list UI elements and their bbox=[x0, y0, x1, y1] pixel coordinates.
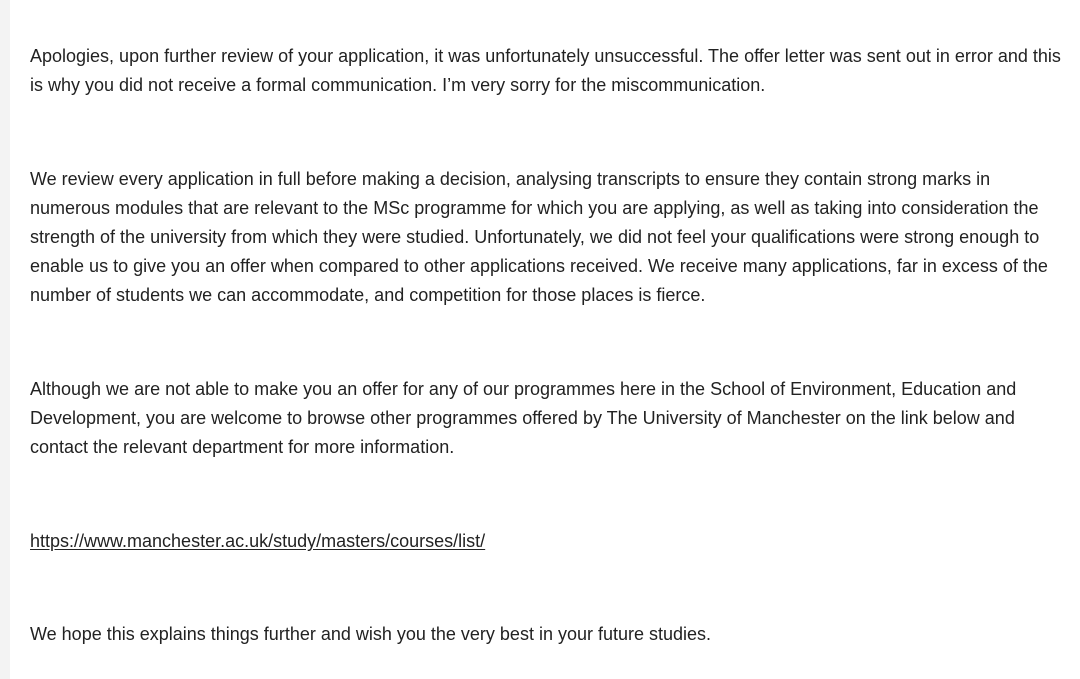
paragraph-line: Apologies, upon further review of your application, it was unfortunately unsuccessful. The offer letter was sent out in error and this bbox=[30, 46, 1061, 66]
email-message-page bbox=[10, 0, 1080, 679]
paragraph-line: enable us to give you an offer when compared to other applications received. We receive many applications, far in excess of the bbox=[30, 256, 1048, 276]
paragraph-line: is why you did not receive a formal communication. I’m very sorry for the miscommunication. bbox=[30, 75, 766, 95]
paragraph-line: numerous modules that are relevant to the MSc programme for which you are applying, as well as taking into consideration the bbox=[30, 198, 1039, 218]
paragraph-line: Although we are not able to make you an offer for any of our programmes here in the School of Environment, Education and bbox=[30, 379, 1017, 399]
courses-list-link[interactable]: https://www.manchester.ac.uk/study/masters/courses/list/ bbox=[30, 531, 486, 551]
paragraph-line: Development, you are welcome to browse other programmes offered by The University of Manchester on the link below and bbox=[30, 408, 1015, 428]
paragraph-line: strength of the university from which they were studied. Unfortunately, we did not feel your qualifications were strong enough to bbox=[30, 227, 1040, 247]
paragraph-line: contact the relevant department for more information. bbox=[30, 437, 455, 457]
closing-paragraph: We hope this explains things further and wish you the very best in your future studies. bbox=[30, 624, 712, 644]
paragraph-line: number of students we can accommodate, and competition for those places is fierce. bbox=[30, 285, 706, 305]
paragraph-line: We review every application in full before making a decision, analysing transcripts to ensure they contain strong marks in bbox=[30, 169, 991, 189]
